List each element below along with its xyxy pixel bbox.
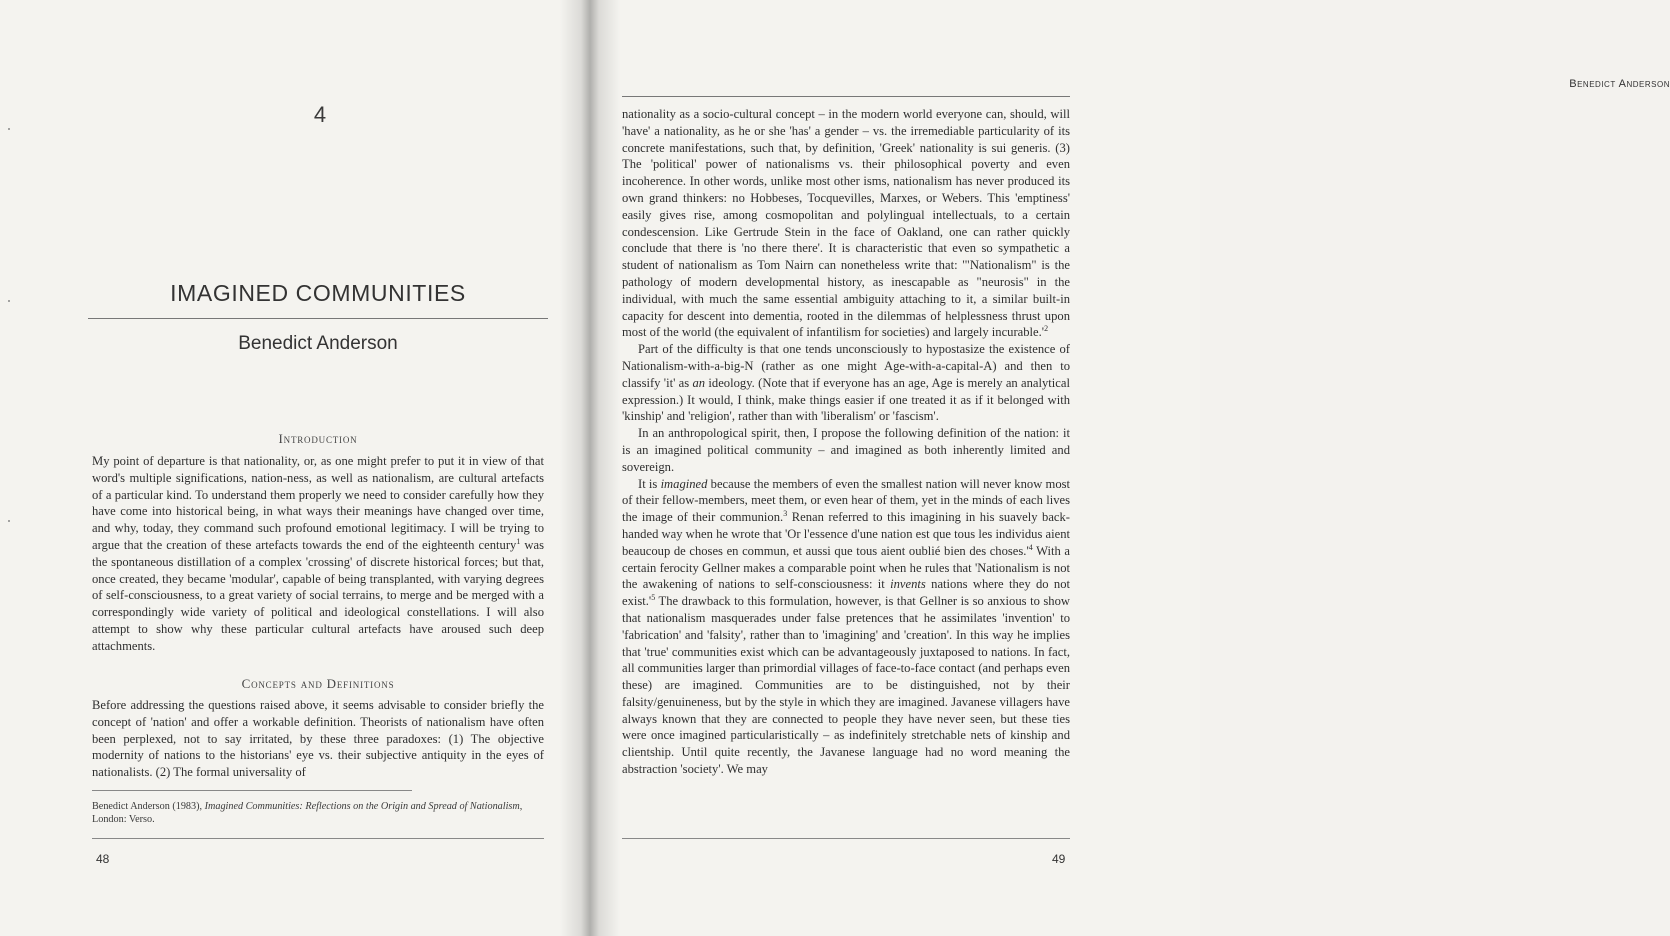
source-footnote bbox=[92, 800, 540, 826]
paragraph-4-text: because the members of even the smallest nation will never know most of their fellow-members, meet them, or even hear of them, yet in the minds of each lives the image of their communion. bbox=[622, 476, 1071, 525]
concepts-body bbox=[92, 697, 544, 781]
bottom-rule-left bbox=[92, 838, 544, 839]
intro-text: My point of departure is that nationality, or, as one might prefer to put it in view of that word's multiple significations, nation-ness, as well as nationalism, are cultural artefacts of a particular kind. To understand them properly we need to consider carefully how they have come into historical being, in what ways their meanings have changed over time, and why, today, they command such profound emotional legitimacy. I will be trying to argue that the creation of these artefacts towards the end of the eighteenth century bbox=[92, 454, 544, 552]
section-heading-concepts: Concepts and Definitions bbox=[241, 676, 395, 691]
right-page bbox=[600, 0, 1670, 936]
author-name: Benedict Anderson bbox=[238, 333, 398, 354]
paragraph-4-text: nations where they do not exist.' bbox=[622, 577, 1070, 609]
paragraph-3: In an anthropological spirit, then, I propose the following definition of the nation: it is an imagined political community – and imagined as both inherently limited and sovereign. bbox=[622, 426, 1070, 474]
scan-speck bbox=[8, 128, 10, 130]
paragraph-2-text: Part of the difficulty is that one tends unconsciously to hypostasize the existence of Nationalism-with-a-big-N (rather as one might Age-with-a-capital-A) and then to classify 'it' as bbox=[622, 342, 1070, 390]
intro-paragraph bbox=[92, 453, 544, 655]
section-heading-introduction: Introduction bbox=[278, 431, 358, 446]
footnote-marker: 4 bbox=[1028, 542, 1033, 552]
page-number-left: 48 bbox=[96, 852, 110, 866]
intro-text-cont: was the spontaneous distillation of a complex 'crossing' of discrete historical forces; but that, once created, they became 'modular', capable of being transplanted, with varying degrees of self-consciousness, to a great variety of social terrains, to merge and be merged with a correspondingly wide variety of political and ideological constellations. I will also attempt to show why these particular cultural artefacts have aroused such deep attachments. bbox=[92, 537, 545, 653]
right-body bbox=[622, 106, 1070, 778]
title-rule bbox=[88, 318, 548, 319]
paragraph-2 bbox=[622, 341, 1070, 425]
footnote-marker: 2 bbox=[1044, 324, 1049, 334]
header-rule bbox=[622, 96, 1070, 97]
paragraph-1-text: nationality as a socio-cultural concept – in the modern world everyone can, should, will 'have' a nationality, as he or she 'has' a gender – vs. the irremediable particularity of its concrete manifestations, such that, by definition, 'Greek' nationality is sui generis. (3) The 'political' power of nationalisms vs. their philosophical poverty and even incoherence. In other words, unlike most other isms, nationalism has never produced its own grand thinkers: no Hobbeses, Tocquevilles, Marxes, or Webers. This 'emptiness' easily gives rise, among cosmopolitan and polylingual intellectuals, to a certain condescension. Like Gertrude Stein in the face of Oakland, one can rather quickly conclude that there is 'no there there'. It is characteristic that even so sympathetic a student of nationalism as Tom Nairn can nonetheless write that: '"Nationalism" is the pathology of modern developmental history, as inescapable as "neurosis" in the individual, with much the same essential ambiguity attaching to it, a similar built-in capacity for descent into dementia, rooted in the dilemmas of helplessness thrust upon most of the world (the equivalent of infantilism for societies) and largely incurable.' bbox=[622, 107, 1070, 340]
paragraph-4-text: The drawback to this formulation, however, is that Gellner is so anxious to show that nationalism masquerades under false pretences that he assimilates 'invention' to 'fabrication' and 'falsity', rather than to 'imagining' and 'creation'. In this way he implies that 'true' communities exist which can be advantageously juxtaposed to nations. In fact, all communities larger than primordial villages of face-to-face contact (and perhaps even these) are imagined. Communities are to be distinguished, not by their falsity/genuineness, but by the style in which they are imagined. Javanese villagers have always known that they are connected to people they have never seen, but these ties were once imagined particularistically – as indefinitely stretchable nets of kinship and clientship. Until quite recently, the Javanese language had no word meaning the abstraction 'society'. We may bbox=[622, 594, 1070, 777]
footnote-marker: 5 bbox=[651, 592, 656, 602]
paragraph-4-text: With a certain ferocity Gellner makes a comparable point when he rules that 'Nationalism is not the awakening of nations to self-consciousness: it bbox=[622, 543, 1070, 592]
emphasis: an bbox=[692, 375, 706, 390]
running-head: Benedict Anderson bbox=[1569, 78, 1670, 90]
chapter-number: 4 bbox=[313, 102, 327, 127]
footnote-prefix: Benedict Anderson (1983), bbox=[92, 801, 205, 812]
footnote-book-title: Imagined Communities: Reflections on the Origin and Spread of Nationalism bbox=[204, 801, 520, 812]
footnote-marker: 3 bbox=[783, 508, 788, 518]
footnote-marker: 1 bbox=[516, 536, 521, 546]
chapter-title: IMAGINED COMMUNITIES bbox=[170, 280, 466, 306]
concepts-paragraph: Before addressing the questions raised above, it seems advisable to consider briefly the concept of 'nation' and offer a workable definition. Theorists of nationalism have often been perplexed, not to say irritated, by these three paradoxes: (1) The objective modernity of nations to the historians' eye vs. their subjective antiquity in the eyes of nationalists. (2) The formal universality of bbox=[92, 698, 544, 780]
introduction-body bbox=[92, 453, 544, 655]
scan-speck bbox=[8, 300, 10, 302]
emphasis: imagined bbox=[660, 476, 708, 491]
scan-speck bbox=[8, 520, 10, 522]
footnote-rule bbox=[92, 790, 412, 791]
paragraph-2-text-cont: ideology. (Note that if everyone has an age, Age is merely an analytical expression.) It would, I think, make things easier if one treated it as if it belonged with 'kinship' and 'religion', rather than with 'liberalism' or 'fascism'. bbox=[622, 375, 1070, 424]
left-page bbox=[0, 0, 580, 936]
emphasis: invents bbox=[890, 577, 926, 592]
bottom-rule-right bbox=[622, 838, 1070, 839]
paragraph-4-text: It is bbox=[638, 476, 661, 491]
paragraph-4-text: Renan referred to this imagining in his suavely back-handed way when he wrote that 'Or l'essence d'une nation est que tous les individus aient beaucoup de choses en commun, et aussi que tous aient oublié bien des choses.' bbox=[622, 510, 1071, 558]
paragraph-1 bbox=[622, 106, 1070, 341]
footnote-suffix: , London: Verso. bbox=[92, 801, 523, 825]
page-number-right: 49 bbox=[1052, 852, 1066, 866]
paragraph-4 bbox=[622, 476, 1070, 778]
